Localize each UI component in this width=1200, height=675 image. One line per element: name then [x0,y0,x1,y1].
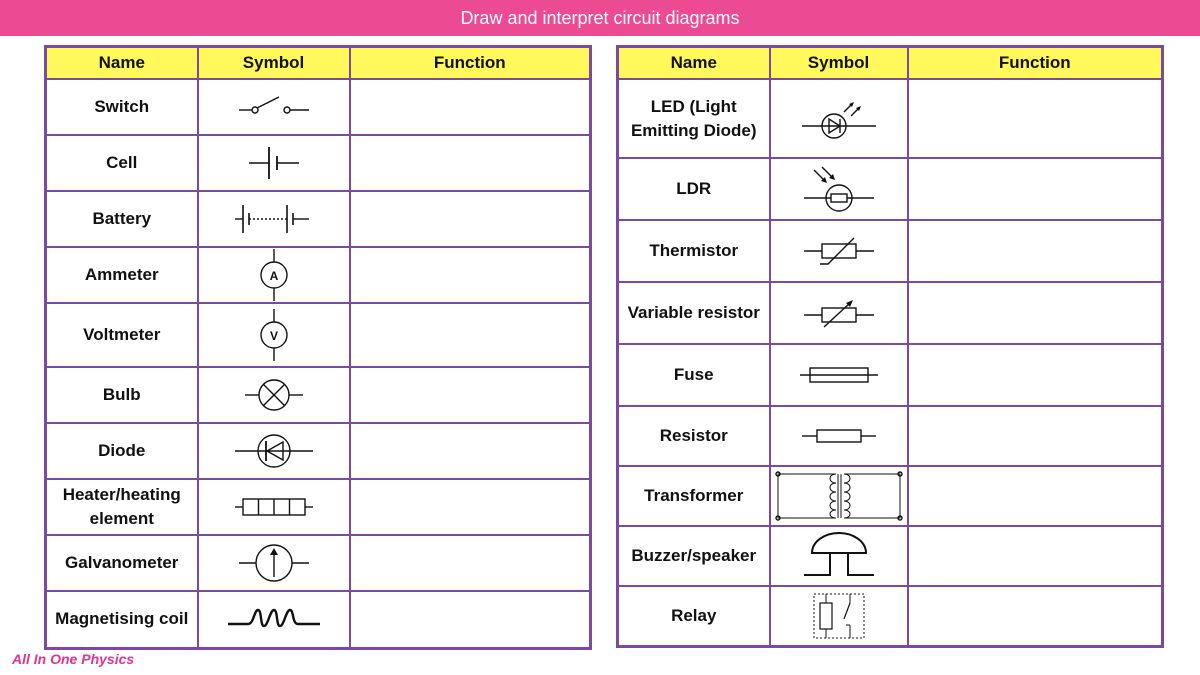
component-name: Bulb [46,367,198,423]
table-row [46,367,591,423]
symbol-table-right [616,45,1164,648]
function-cell[interactable] [350,191,591,247]
component-name: Transformer [618,466,770,526]
fuse-symbol-icon [794,360,884,390]
table-row [618,526,1163,586]
component-name: Ammeter [46,247,198,303]
table-row [46,423,591,479]
function-cell[interactable] [908,526,1163,586]
function-cell[interactable] [908,220,1163,282]
component-name: LED (Light Emitting Diode) [618,79,770,158]
component-name: Relay [618,586,770,646]
diode-symbol-icon [229,431,319,471]
voltmeter-letter: V [269,329,278,343]
column-header-function: Function [908,47,1163,80]
coil-symbol-icon [224,604,324,634]
function-cell[interactable] [350,247,591,303]
table-row [618,158,1163,220]
table-row [46,535,591,591]
column-header-name: Name [618,47,770,80]
column-header-symbol: Symbol [198,47,350,80]
ammeter-symbol-icon [229,249,319,301]
battery-symbol-icon [229,199,319,239]
thermistor-symbol-icon [794,231,884,271]
table-row [618,406,1163,466]
column-header-function: Function [350,47,591,80]
voltmeter-symbol-icon [229,307,319,363]
function-cell[interactable] [908,158,1163,220]
component-name: Switch [46,79,198,135]
function-cell[interactable] [350,79,591,135]
component-name: Resistor [618,406,770,466]
table-row [46,191,591,247]
component-name: Fuse [618,344,770,406]
component-name: Battery [46,191,198,247]
table-row [46,303,591,367]
function-cell[interactable] [350,535,591,591]
function-cell[interactable] [908,466,1163,526]
function-cell[interactable] [350,479,591,535]
galvanometer-symbol-icon [229,541,319,585]
component-name: Variable resistor [618,282,770,344]
resistor-symbol-icon [794,421,884,451]
function-cell[interactable] [350,591,591,648]
component-name: Diode [46,423,198,479]
function-cell[interactable] [350,135,591,191]
component-name: LDR [618,158,770,220]
page-title: Draw and interpret circuit diagrams [0,0,1200,36]
cell-symbol-icon [229,143,319,183]
function-cell[interactable] [350,303,591,367]
led-symbol-icon [794,94,884,144]
function-cell[interactable] [908,79,1163,158]
table-row [46,479,591,535]
transformer-symbol-icon [774,468,904,524]
relay-symbol-icon [794,591,884,641]
component-name: Galvanometer [46,535,198,591]
table-row [618,220,1163,282]
function-cell[interactable] [350,367,591,423]
ldr-symbol-icon [794,164,884,214]
table-row [618,79,1163,158]
component-name: Magnetising coil [46,591,198,648]
table-row [46,591,591,648]
buzzer-symbol-icon [794,531,884,581]
table-row [618,282,1163,344]
table-row [46,247,591,303]
brand-footer: All In One Physics [12,651,135,667]
function-cell[interactable] [350,423,591,479]
column-header-symbol: Symbol [770,47,908,80]
component-name: Heater/heating element [46,479,198,535]
column-header-name: Name [46,47,198,80]
component-name: Cell [46,135,198,191]
variable-resistor-symbol-icon [794,293,884,333]
switch-symbol-icon [229,92,319,122]
function-cell[interactable] [908,406,1163,466]
table-row [618,466,1163,526]
component-name: Buzzer/speaker [618,526,770,586]
component-name: Thermistor [618,220,770,282]
table-row [618,344,1163,406]
component-name: Voltmeter [46,303,198,367]
bulb-symbol-icon [229,375,319,415]
table-row [618,586,1163,646]
function-cell[interactable] [908,282,1163,344]
heater-symbol-icon [229,492,319,522]
ammeter-letter: A [269,269,278,283]
function-cell[interactable] [908,586,1163,646]
table-row [46,79,591,135]
table-row [46,135,591,191]
symbol-table-left [44,45,592,650]
function-cell[interactable] [908,344,1163,406]
